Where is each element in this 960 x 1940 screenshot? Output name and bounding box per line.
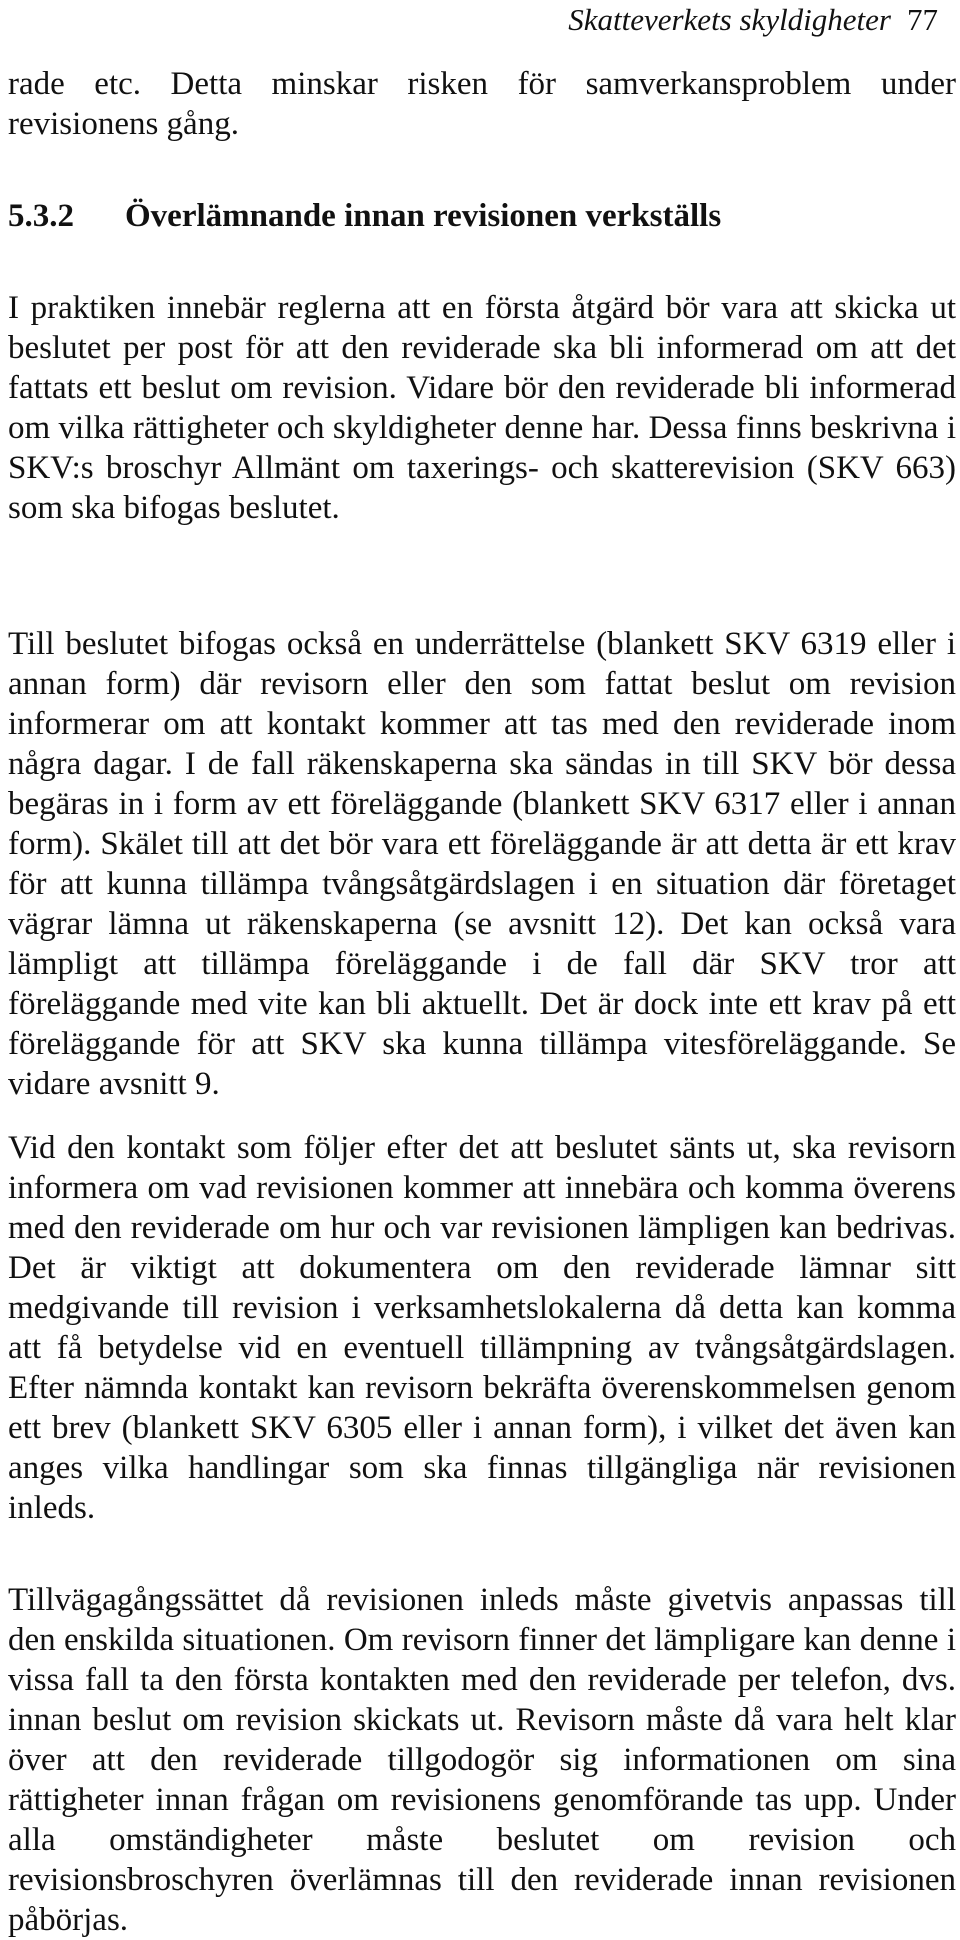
- paragraph: Vid den kontakt som följer efter det att beslutet sänts ut, ska revisorn informera om vad revisionen kommer att innebära och komma överens med den reviderade om hur och var revisionen lämpligen kan bedrivas. Det är viktigt att dokumentera om den reviderade lämnar sitt medgivande till revision i verksamhetslokalerna då detta kan komma att få betydelse vid en eventuell tillämpning av tvångsåtgärdslagen. Efter nämnda kontakt kan revisorn bekräfta överenskommelsen genom ett brev (blankett SKV 6305 eller i annan form), i vilket det även kan anges vilka handlingar som ska finnas tillgängliga när revisionen inleds.: [8, 1130, 956, 1526]
- header-title: Skatteverkets skyldigheter: [568, 2, 891, 37]
- section-number: 5.3.2: [8, 198, 74, 234]
- running-header: [568, 0, 938, 40]
- paragraph: Till beslutet bifogas också en underrättelse (blankett SKV 6319 eller i annan form) där revisorn eller den som fattat beslut om revision informerar om att kontakt kommer att tas med den reviderade inom några dagar. I de fall räkenskaperna ska sändas in till SKV bör dessa begäras in i form av ett föreläggande (blankett SKV 6317 eller i annan form). Skälet till att det bör vara ett föreläggande är att detta är ett krav för att kunna tillämpa tvångsåtgärdslagen i en situation där företaget vägrar lämna ut räkenskaperna (se avsnitt 12). Det kan också vara lämpligt att tillämpa föreläggande i de fall där SKV tror att föreläggande med vite kan bli aktuellt. Det är dock inte ett krav på ett föreläggande för att SKV ska kunna tillämpa vitesföreläggande. Se vidare avsnitt 9.: [8, 626, 956, 1102]
- section-heading: [8, 196, 721, 236]
- paragraph: I praktiken innebär reglerna att en första åtgärd bör vara att skicka ut beslutet per post för att den reviderade ska bli informerad om att det fattats ett beslut om revision. Vidare bör den reviderade bli informerad om vilka rättigheter och skyldigheter denne har. Dessa finns beskrivna i SKV:s broschyr Allmänt om taxerings- och skatterevision (SKV 663) som ska bifogas beslutet.: [8, 290, 956, 526]
- section-title: Överlämnande innan revisionen verkställs: [125, 198, 722, 234]
- page-number: 77: [907, 2, 938, 37]
- paragraph-continuation: rade etc. Detta minskar risken för samverkansproblem under revisionens gång.: [8, 66, 956, 142]
- paragraph: Tillvägagångssättet då revisionen inleds måste givetvis anpassas till den enskilda situationen. Om revisorn finner det lämpligare kan denne i vissa fall ta den första kontakten med den reviderade per telefon, dvs. innan beslut om revision skickats ut. Revisorn måste då vara helt klar över att den reviderade tillgodogör sig informationen om sina rättigheter innan frågan om revisionens genomförande tas upp. Under alla omständigheter måste beslutet om revision och revisionsbroschyren överlämnas till den reviderade innan revisionen påbörjas.: [8, 1582, 956, 1938]
